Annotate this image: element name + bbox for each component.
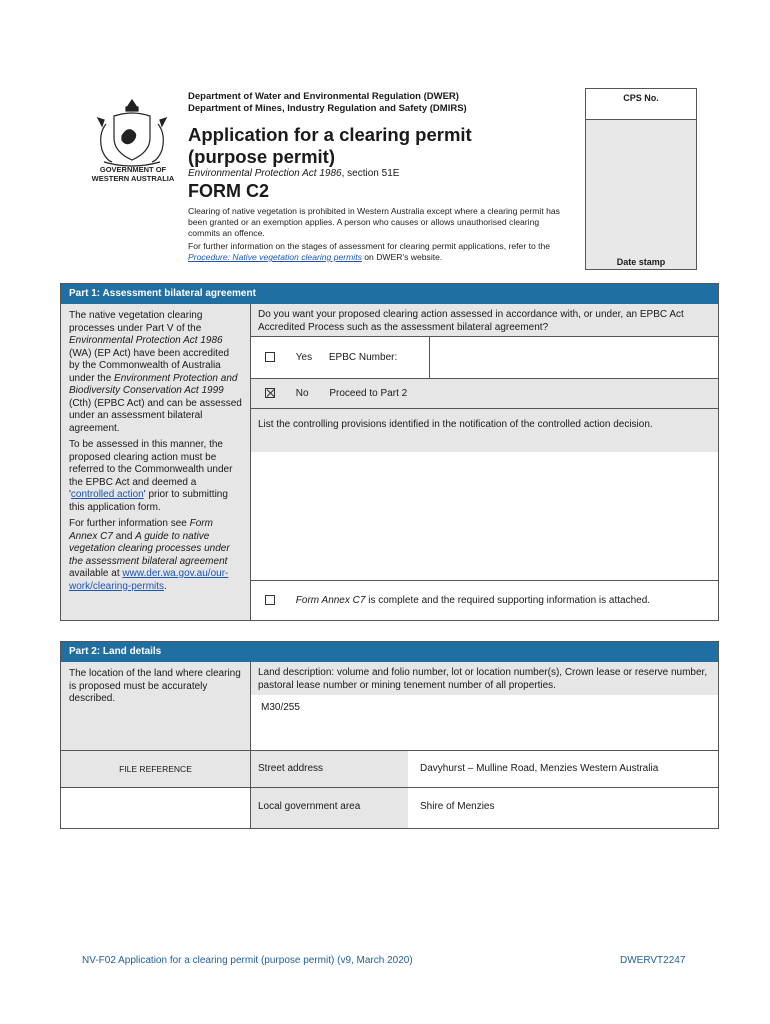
file-reference-field[interactable] [61, 787, 251, 828]
option-no-row [251, 378, 718, 408]
file-reference-label: FILE REFERENCE [61, 750, 251, 787]
procedure-link[interactable]: Procedure: Native vegetation clearing permits [188, 252, 362, 262]
part2-heading: Part 2: Land details [61, 642, 718, 662]
controlling-provisions-label: List the controlling provisions identified in the notification of the controlled action decision. [251, 408, 718, 452]
controlled-action-link[interactable]: controlled action [70, 489, 144, 500]
yes-label: Yes [295, 352, 313, 363]
part1-section [60, 283, 719, 621]
form-number: FORM C2 [188, 181, 269, 201]
clearing-permits-link[interactable]: www.der.wa.gov.au/our-work/clearing-permits [69, 568, 229, 592]
part1-para-3: For further information see Form Annex C7 and A guide to native vegetation clearing processes under the assessment bilateral agreement available at www.der.wa.gov.au/our-work/clearing-permits. [69, 518, 230, 592]
epbc-number-input[interactable] [429, 337, 718, 378]
controlling-provisions-input[interactable] [251, 452, 718, 580]
title-line-1: Application for a clearing permit [188, 124, 472, 145]
footer-form-title: NV-F02 Application for a clearing permit (purpose permit) (v9, March 2020) [82, 955, 413, 966]
crest-caption: GOVERNMENT OF WESTERN AUSTRALIA [91, 165, 175, 183]
part1-question: Do you want your proposed clearing action assessed in accordance with, or under, an EPBC Act Accredited Process such as the assessment bilateral agreement? [251, 304, 718, 336]
lga-label: Local government area [251, 787, 408, 828]
epbc-number-label: EPBC Number: [328, 352, 398, 363]
part2-section [60, 641, 719, 829]
part1-para-2: To be assessed in this manner, the proposed clearing action must be referred to the Commonwealth under the EPBC Act and deemed a 'controlled action' prior to submitting this application form. [69, 439, 233, 513]
part2-description: The location of the land where clearing is proposed must be accurately described. [61, 662, 251, 750]
part1-para-1: The native vegetation clearing processes under Part V of the Environmental Protection Act 1986 (WA) (EP Act) have been accredited by the Commonwealth of Australia under the Environment Protection and Biodiversity Conservation Act 1999 (Cth) (EPBC Act) and can be assessed under an assessment bilateral agreement. [69, 310, 242, 434]
street-address-field[interactable]: Davyhurst – Mulline Road, Menzies Western Australia [408, 750, 718, 787]
title-line-2: (purpose permit) [188, 146, 335, 167]
department-dmirs: Department of Mines, Industry Regulation and Safety (DMIRS) [188, 103, 467, 114]
date-stamp-label: Date stamp [616, 257, 666, 267]
lga-field[interactable]: Shire of Menzies [408, 787, 718, 828]
no-checkbox-checked[interactable] [265, 388, 275, 398]
cps-box [585, 88, 697, 270]
act-section: , section 51E [341, 168, 400, 179]
intro-paragraph-1: Clearing of native vegetation is prohibited in Western Australia except where a clearing permit has been granted or an exemption applies. A person who causes or allows unauthorised clearing commits an offence. [188, 206, 560, 238]
annex-c7-row [251, 580, 718, 620]
part1-heading: Part 1: Assessment bilateral agreement [61, 284, 718, 304]
intro-text [188, 206, 573, 265]
annex-c7-checkbox[interactable] [265, 595, 275, 605]
footer-code: DWERVT2247 [620, 955, 686, 966]
department-dwer: Department of Water and Environmental Regulation (DWER) [188, 91, 459, 102]
annex-c7-text: Form Annex C7 is complete and the required supporting information is attached. [295, 595, 651, 606]
act-reference [188, 168, 399, 179]
part1-description [61, 304, 251, 620]
option-yes-row [251, 336, 718, 378]
land-description-field[interactable]: M30/255 [261, 702, 300, 713]
no-label: No [295, 388, 309, 399]
act-name: Environmental Protection Act 1986 [188, 168, 342, 179]
yes-checkbox[interactable] [265, 352, 275, 362]
page-title [188, 124, 578, 168]
proceed-label: Proceed to Part 2 [329, 388, 408, 399]
cps-number-label: CPS No. [586, 89, 696, 120]
street-address-label: Street address [251, 750, 408, 787]
land-description-label: Land description: volume and folio number, lot or location number(s), Crown lease or reserve number, pastoral lease number or mining tenement number of all properties. [251, 662, 718, 695]
intro-paragraph-2: For further information on the stages of assessment for clearing permit applications, refer to the Procedure: Native vegetation clearing permits on DWER's website. [188, 241, 551, 262]
